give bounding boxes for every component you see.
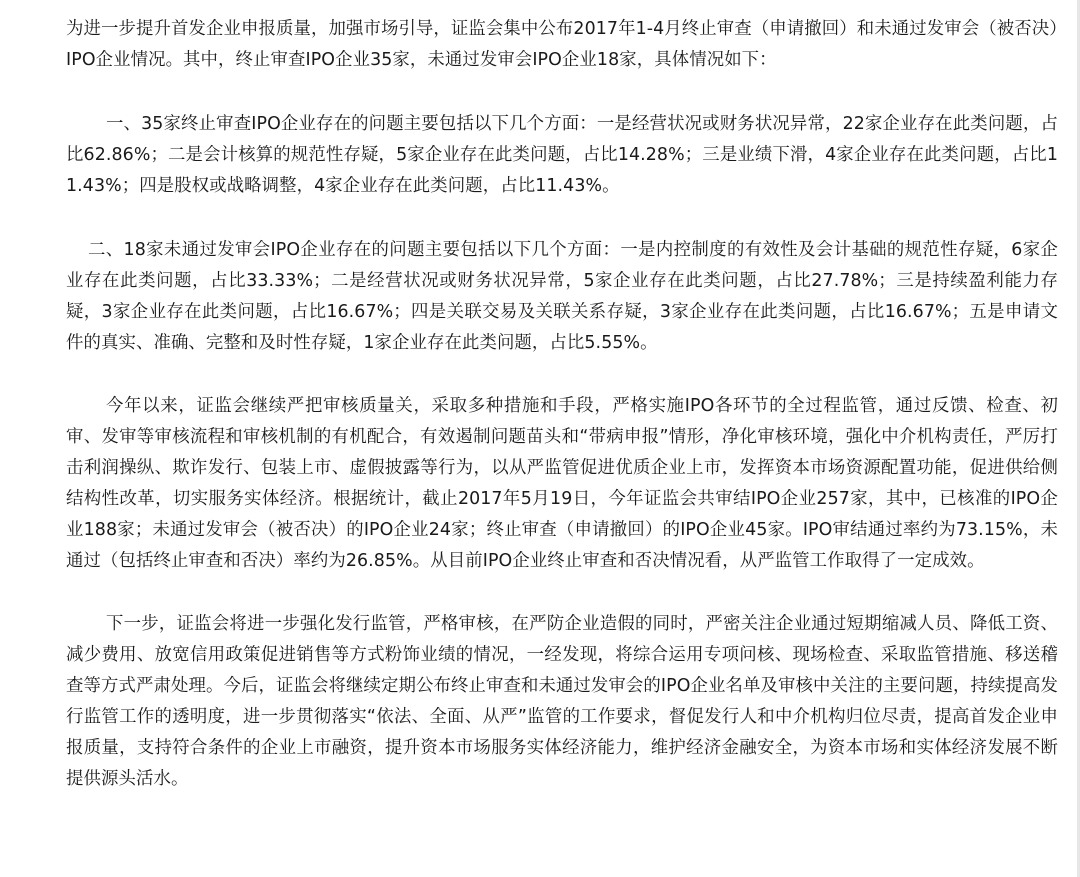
intro-paragraph: 为进一步提升首发企业申报质量，加强市场引导，证监会集中公布2017年1-4月终止审查（申请撤回）和未通过发审会（被否决）IPO企业情况。其中，终止审查IPO企业35家，未通过发审会IPO企业18家，具体情况如下：: [66, 19, 1058, 70]
paragraph-gap: [66, 577, 1058, 609]
paragraph-gap: [66, 76, 1058, 109]
paragraph-gap: [66, 202, 1058, 235]
paragraph-gap: [66, 359, 1058, 391]
review-statistics-paragraph: 今年以来，证监会继续严把审核质量关，采取多种措施和手段，严格实施IPO各环节的全过程监管，通过反馈、检查、初审、发审等审核流程和审核机制的有机配合，有效遏制问题苗头和“带病申报”情形，净化审核环境，强化中介机构责任，严厉打击利润操纵、欺诈发行、包装上市、虚假披露等行为，以从严监管促进优质企业上市，发挥资本市场资源配置功能，促进供给侧结构性改革，切实服务实体经济。根据统计，截止2017年5月19日，今年证监会共审结IPO企业257家，其中，已核准的IPO企业188家；未通过发审会（被否决）的IPO企业24家；终止审查（申请撤回）的IPO企业45家。IPO审结通过率约为73.15%，未通过（包括终止审查和否决）率约为26.85%。从目前IPO企业终止审查和否决情况看，从严监管工作取得了一定成效。: [66, 396, 1058, 571]
next-steps-paragraph: 下一步，证监会将进一步强化发行监管，严格审核，在严防企业造假的同时，严密关注企业通过短期缩减人员、降低工资、减少费用、放宽信用政策促进销售等方式粉饰业绩的情况，一经发现，将综合运用专项问核、现场检查、采取监管措施、移送稽查等方式严肃处理。今后，证监会将继续定期公布终止审查和未通过发审会的IPO企业名单及审核中关注的主要问题，持续提高发行监管工作的透明度，进一步贯彻落实“依法、全面、从严”监管的工作要求，督促发行人和中介机构归位尽责，提高首发企业申报质量，支持符合条件的企业上市融资，提升资本市场服务实体经济能力，维护经济金融安全，为资本市场和实体经济发展不断提供源头活水。: [66, 614, 1058, 789]
termination-issues-paragraph: 一、35家终止审查IPO企业存在的问题主要包括以下几个方面：一是经营状况或财务状况异常，22家企业存在此类问题，占比62.86%；二是会计核算的规范性存疑，5家企业存在此类问题，占比14.28%；三是业绩下滑，4家企业存在此类问题，占比11.43%；四是股权或战略调整，4家企业存在此类问题，占比11.43%。: [66, 114, 1058, 196]
rejection-issues-paragraph: 二、18家未通过发审会IPO企业存在的问题主要包括以下几个方面：一是内控制度的有效性及会计基础的规范性存疑，6家企业存在此类问题，占比33.33%；二是经营状况或财务状况异常，5家企业存在此类问题，占比27.78%；三是持续盈利能力存疑，3家企业存在此类问题，占比16.67%；四是关联交易及关联关系存疑，3家企业存在此类问题，占比16.67%；五是申请文件的真实、准确、完整和及时性存疑，1家企业存在此类问题，占比5.55%。: [66, 240, 1058, 353]
